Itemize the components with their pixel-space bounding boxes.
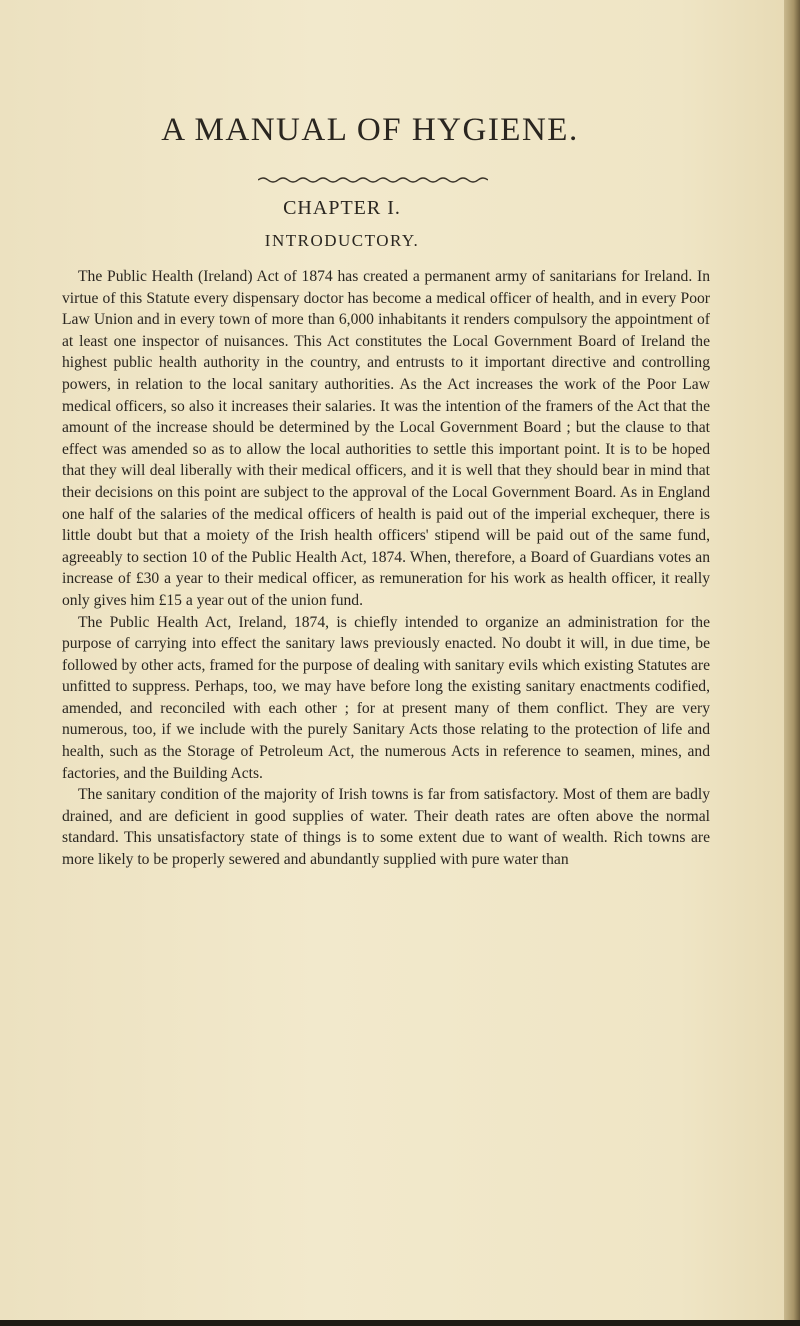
- page-edge: [784, 0, 800, 1326]
- chapter-heading: CHAPTER I.: [283, 197, 401, 219]
- paragraph: The Public Health (Ireland) Act of 1874 has created a permanent army of sanitarians for Ireland. In virtue of this Statute every dispensary doctor has become a medical officer of health, and in every Poor Law Union and in every town of more than 6,000 inhabitants it renders compulsory the appointment of at least one inspector of nuisances. This Act constitutes the Local Government Board of Ireland the highest public health authority in the country, and entrusts to it important directive and controlling powers, in relation to the local sanitary authorities. As the Act increases the work of the Poor Law medical officers, so also it increases their salaries. It was the intention of the framers of the Act that the amount of the increase should be determined by the Local Government Board ; but the clause to that effect was amended so as to allow the local authorities to settle this important point. It is to be hoped that they will deal liberally with their medical officers, and it is well that they should bear in mind that their decisions on this point are subject to the approval of the Local Government Board. As in England one half of the salaries of the medical officers of health is paid out of the imperial exchequer, there is little doubt but that a moiety of the Irish health officers' stipend will be paid out of the same fund, agreeably to section 10 of the Public Health Act, 1874. When, therefore, a Board of Guardians votes an increase of £30 a year to their medical officer, as remuneration for his work as health officer, it really only gives him £15 a year out of the union fund.: [62, 268, 710, 609]
- chapter-subtitle: INTRODUCTORY.: [264, 231, 420, 250]
- paragraph: The sanitary condition of the majority of Irish towns is far from satisfactory. Most of them are badly drained, and are deficient in good supplies of water. Their death rates are often above the normal standard. This unsatisfactory state of things is to some extent due to want of wealth. Rich towns are more likely to be properly sewered and abundantly supplied with pure water than: [62, 786, 710, 869]
- bottom-border: [0, 1320, 800, 1326]
- body-text: [62, 266, 710, 871]
- decorative-wavy-rule: [258, 176, 488, 184]
- paragraph: The Public Health Act, Ireland, 1874, is chiefly intended to organize an administration for the purpose of carrying into effect the sanitary laws previously enacted. No doubt it will, in due time, be followed by other acts, framed for the purpose of dealing with sanitary evils which existing Statutes are unfitted to suppress. Perhaps, too, we may have before long the existing sanitary enactments codified, amended, and reconciled with each other ; for at present many of them conflict. They are very numerous, too, if we include with the purely Sanitary Acts those relating to the protection of life and health, such as the Storage of Petroleum Act, the numerous Acts in reference to seamen, mines, and factories, and the Building Acts.: [62, 613, 710, 782]
- book-title: A MANUAL OF HYGIENE.: [161, 112, 579, 148]
